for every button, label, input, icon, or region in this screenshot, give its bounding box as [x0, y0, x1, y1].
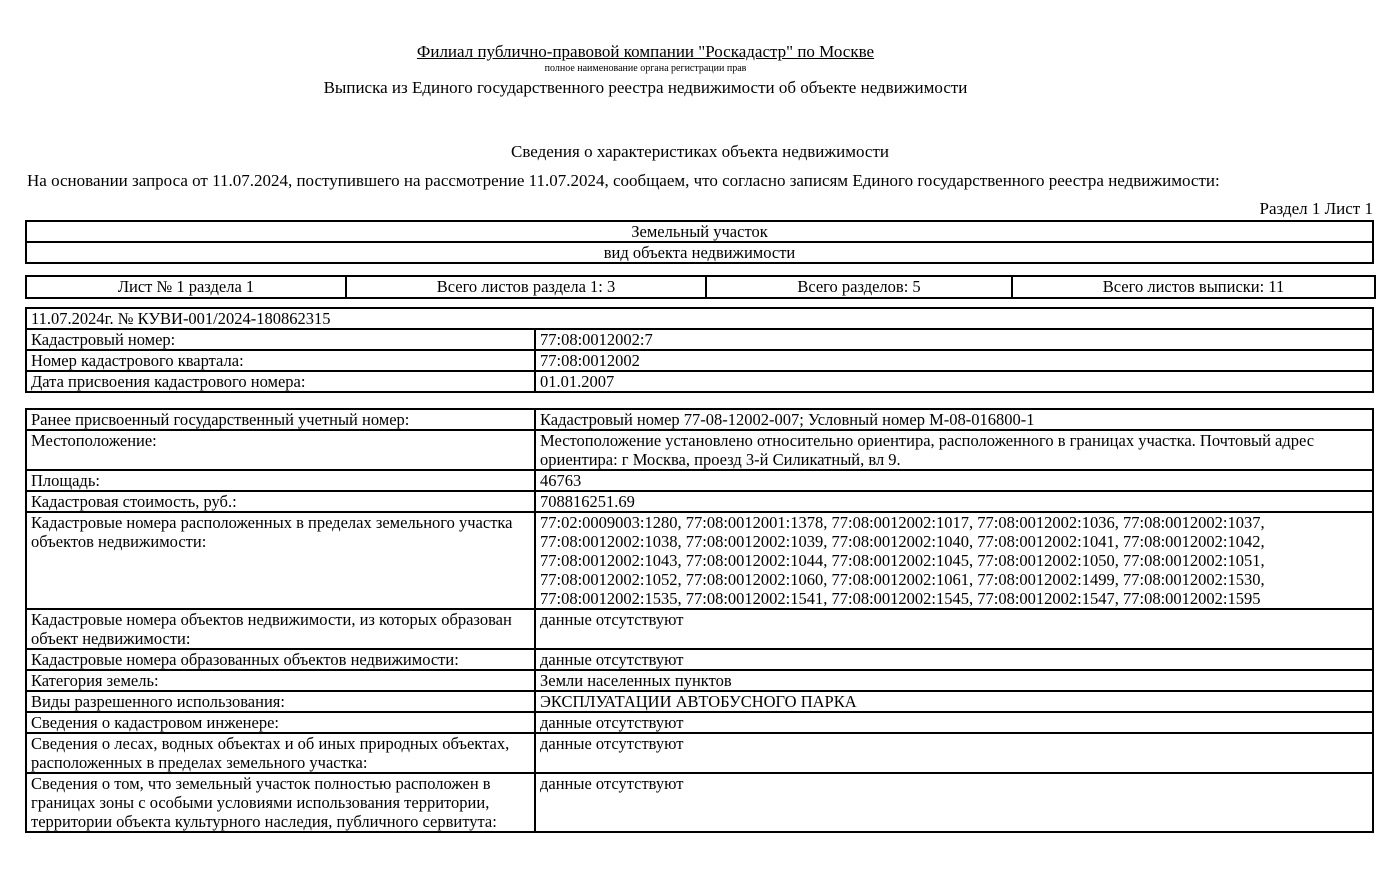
organization-note: полное наименование органа регистрации прав	[544, 63, 747, 74]
sections-total: Всего разделов: 5	[706, 276, 1012, 298]
row-value: данные отсутствуют	[535, 712, 1373, 733]
document-title: Выписка из Единого государственного реестра недвижимости об объекте недвижимости	[323, 78, 968, 97]
table-row	[26, 409, 1373, 430]
table-row	[26, 350, 1373, 371]
row-value: 708816251.69	[535, 491, 1373, 512]
object-kind-value: Земельный участок	[26, 221, 1373, 242]
table-row	[26, 371, 1373, 392]
row-label: Дата присвоения кадастрового номера:	[26, 371, 535, 392]
row-label: Кадастровые номера образованных объектов недвижимости:	[26, 649, 535, 670]
row-label: Виды разрешенного использования:	[26, 691, 535, 712]
row-value: 46763	[535, 470, 1373, 491]
row-value: данные отсутствуют	[535, 773, 1373, 832]
row-label: Ранее присвоенный государственный учетный номер:	[26, 409, 535, 430]
row-value: Местоположение установлено относительно ориентира, расположенного в границах участка. Почтовый адрес ориентира: г Москва, проезд 3-й Силикатный, вл 9.	[535, 430, 1373, 470]
table-row	[26, 470, 1373, 491]
row-label: Сведения о кадастровом инженере:	[26, 712, 535, 733]
table-row	[26, 329, 1373, 350]
row-label: Сведения о лесах, водных объектах и об иных природных объектах, расположенных в пределах земельного участка:	[26, 733, 535, 773]
row-label: Кадастровые номера объектов недвижимости, из которых образован объект недвижимости:	[26, 609, 535, 649]
table-row	[26, 670, 1373, 691]
object-kind-caption: вид объекта недвижимости	[26, 242, 1373, 263]
row-value: данные отсутствуют	[535, 649, 1373, 670]
table-row	[26, 649, 1373, 670]
table-row	[26, 491, 1373, 512]
section-title: Сведения о характеристиках объекта недвижимости	[511, 142, 889, 161]
row-label: Местоположение:	[26, 430, 535, 470]
table-row	[26, 773, 1373, 832]
row-value: Земли населенных пунктов	[535, 670, 1373, 691]
sheets-in-section: Всего листов раздела 1: 3	[346, 276, 706, 298]
row-value: 01.01.2007	[535, 371, 1373, 392]
row-value: данные отсутствуют	[535, 733, 1373, 773]
table-row	[26, 430, 1373, 470]
row-value: ЭКСПЛУАТАЦИИ АВТОБУСНОГО ПАРКА	[535, 691, 1373, 712]
row-value: Кадастровый номер 77-08-12002-007; Условный номер М-08-016800-1	[535, 409, 1373, 430]
table-row	[26, 609, 1373, 649]
row-value: данные отсутствуют	[535, 609, 1373, 649]
sheet-number: Лист № 1 раздела 1	[26, 276, 346, 298]
basis-text: На основании запроса от 11.07.2024, поступившего на рассмотрение 11.07.2024, сообщаем, что согласно записям Единого государственного реестра недвижимости:	[27, 171, 1220, 190]
row-value: 77:08:0012002	[535, 350, 1373, 371]
sheets-total: Всего листов выписки: 11	[1012, 276, 1375, 298]
row-label: Кадастровые номера расположенных в пределах земельного участка объектов недвижимости:	[26, 512, 535, 609]
organization-name	[0, 42, 1291, 62]
row-value: 77:08:0012002:7	[535, 329, 1373, 350]
table-row	[26, 733, 1373, 773]
head-table	[25, 307, 1374, 393]
object-kind-table	[25, 220, 1374, 264]
organization-name-text: Филиал публично-правовой компании "Роскадастр" по Москве	[416, 42, 875, 61]
table-row	[26, 512, 1373, 609]
request-date-number: 11.07.2024г. № КУВИ-001/2024-180862315	[26, 308, 1373, 329]
table-row	[26, 712, 1373, 733]
row-label: Категория земель:	[26, 670, 535, 691]
row-label: Кадастровая стоимость, руб.:	[26, 491, 535, 512]
sheet-counts-table	[25, 275, 1376, 299]
characteristics-table	[25, 408, 1374, 833]
sheet-reference: Раздел 1 Лист 1	[1259, 199, 1373, 218]
row-label: Кадастровый номер:	[26, 329, 535, 350]
row-label: Площадь:	[26, 470, 535, 491]
row-value: 77:02:0009003:1280, 77:08:0012001:1378, 77:08:0012002:1017, 77:08:0012002:1036, 77:08:0012002:1037, 77:08:0012002:1038, 77:08:0012002:1039, 77:08:0012002:1040, 77:08:0012002:1041, 77:08:0012002:1042, 77:08:0012002:1043, 77:08:0012002:1044, 77:08:0012002:1045, 77:08:0012002:1050, 77:08:0012002:1051, 77:08:0012002:1052, 77:08:0012002:1060, 77:08:0012002:1061, 77:08:0012002:1499, 77:08:0012002:1530, 77:08:0012002:1535, 77:08:0012002:1541, 77:08:0012002:1545, 77:08:0012002:1547, 77:08:0012002:1595	[535, 512, 1373, 609]
row-label: Сведения о том, что земельный участок полностью расположен в границах зоны с особыми условиями использования территории, территории объекта культурного наследия, публичного сервитута:	[26, 773, 535, 832]
table-row	[26, 691, 1373, 712]
row-label: Номер кадастрового квартала:	[26, 350, 535, 371]
